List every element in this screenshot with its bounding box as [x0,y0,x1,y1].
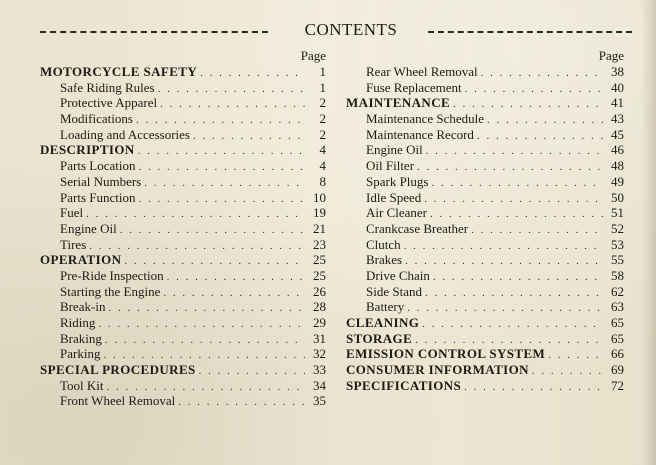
toc-subentry [346,284,624,300]
toc-subentry [346,237,624,253]
toc-section-entry [40,64,326,80]
toc-entry-title: Air Cleaner [366,205,428,221]
toc-subentry [346,111,624,127]
toc-entry-title: Loading and Accessories [60,126,190,142]
toc-entry-page: 10 [313,189,326,205]
toc-subentry [346,142,624,158]
toc-subentry [40,95,326,111]
toc-subentry [40,284,326,300]
toc-section-entry [346,362,624,378]
toc-subentry [40,80,326,96]
toc-entry-page: 38 [611,64,624,79]
header-rule-right [428,31,632,33]
toc-entry-page: 55 [611,252,624,268]
toc-entry-title: Idle Speed [366,189,422,205]
toc-subentry [40,331,326,347]
toc-subentry [40,346,326,362]
toc-entry-title: Front Wheel Removal [60,393,176,409]
leader-dots [431,176,603,192]
leader-dots [120,223,305,239]
leader-dots [108,301,305,317]
toc-entry-title: Engine Oil [60,220,117,236]
toc-entry-title: Tool Kit [60,377,104,393]
leader-dots [487,113,603,129]
toc-entry-title: DESCRIPTION [40,142,135,158]
page-column-label-right: Page [598,48,624,63]
toc-entry-page: 43 [611,111,624,127]
leader-dots [138,144,305,160]
toc-entry-title: Oil Filter [366,158,415,174]
toc-entry-title: Side Stand [366,283,422,299]
toc-entry-page: 29 [313,315,326,330]
leader-dots [98,317,305,333]
leader-dots [417,160,603,176]
toc-subentry [40,237,326,253]
toc-subentry [346,221,624,237]
toc-entry-title: Fuse Replacement [366,79,462,95]
toc-entry-title: MOTORCYCLE SAFETY [40,64,198,79]
page-spine-shadow [642,0,656,465]
toc-entry-page: 1 [319,79,326,95]
toc-entry-title: MAINTENANCE [346,95,451,111]
leader-dots [405,254,603,270]
toc-subentry [40,299,326,315]
toc-subentry [40,268,326,284]
toc-subentry [346,174,624,190]
leader-dots [481,66,603,82]
toc-entry-title: Rear Wheel Removal [366,64,478,79]
leader-dots [425,286,603,302]
leader-dots [548,348,603,364]
leader-dots [426,144,603,160]
toc-entry-title: Pre-Ride Inspection [60,267,164,283]
toc-entry-page: 45 [611,126,624,142]
toc-entry-page: 51 [611,205,624,221]
leader-dots [105,333,305,349]
toc-entry-title: Fuel [60,205,84,221]
toc-entry-title: Braking [60,330,102,346]
toc-entry-page: 66 [611,346,624,362]
page-title: CONTENTS [304,20,398,39]
toc-entry-page: 2 [319,95,326,111]
toc-entry-title: CONSUMER INFORMATION [346,362,529,378]
toc-entry-title: SPECIAL PROCEDURES [40,362,196,378]
toc-section-entry [346,378,624,394]
toc-entry-page: 21 [313,220,326,236]
toc-entry-title: Engine Oil [366,142,423,158]
header-rule-left [40,31,268,33]
leader-dots [532,364,603,380]
toc-entry-page: 25 [313,252,326,268]
leader-dots [138,160,305,176]
toc-entry-page: 58 [611,267,624,283]
toc-subentry [346,268,624,284]
leader-dots [199,364,305,380]
toc-list-right [346,64,624,393]
toc-entry-title: Protective Apparel [60,95,158,111]
toc-entry-page: 32 [313,346,326,362]
toc-entry-page: 23 [313,236,326,252]
toc-column-right [346,48,624,393]
toc-entry-page: 33 [313,362,326,378]
toc-entry-title: CLEANING [346,315,420,330]
toc-section-entry [346,95,624,111]
toc-entry-title: Safe Riding Rules [60,79,155,95]
toc-entry-page: 48 [611,158,624,174]
toc-entry-page: 69 [611,362,624,378]
toc-subentry [40,378,326,394]
toc-entry-title: Clutch [366,236,401,252]
toc-subentry [346,205,624,221]
toc-entry-page: 34 [313,377,326,393]
leader-dots [471,223,603,239]
page-column-label-left: Page [300,48,326,63]
toc-entry-page: 65 [611,330,624,346]
toc-entry-title: Parts Function [60,189,136,205]
toc-entry-page: 2 [319,111,326,127]
toc-subentry [346,80,624,96]
leader-dots [465,82,603,98]
toc-list-left [40,64,326,409]
toc-entry-page: 49 [611,173,624,189]
toc-entry-page: 28 [313,299,326,315]
toc-entry-title: Tires [60,236,87,252]
toc-section-entry [346,346,624,362]
toc-entry-page: 40 [611,79,624,95]
toc-entry-page: 2 [319,126,326,142]
toc-section-entry [40,362,326,378]
toc-subentry [40,205,326,221]
toc-subentry [40,221,326,237]
toc-entry-page: 4 [319,142,326,158]
toc-entry-title: Spark Plugs [366,173,429,189]
toc-entry-page: 35 [313,393,326,409]
toc-subentry [40,315,326,331]
toc-subentry [40,190,326,206]
leader-dots [89,239,305,255]
toc-entry-title: Modifications [60,111,133,127]
toc-entry-title: Drive Chain [366,267,430,283]
leader-dots [407,301,603,317]
leader-dots [404,239,603,255]
toc-entry-page: 72 [611,377,624,393]
toc-subentry [40,111,326,127]
toc-entry-page: 4 [319,158,326,174]
toc-entry-page: 50 [611,189,624,205]
toc-section-entry [346,315,624,331]
leader-dots [138,192,305,208]
leader-dots [178,395,305,411]
toc-subentry [346,252,624,268]
toc-entry-page: 8 [319,173,326,189]
toc-entry-title: Maintenance Record [366,126,474,142]
toc-entry-title: Parts Location [60,158,136,174]
toc-entry-title: Riding [60,315,96,330]
toc-entry-title: Crankcase Breather [366,220,469,236]
toc-section-entry [40,142,326,158]
leader-dots [477,129,603,145]
toc-subentry [346,299,624,315]
leader-dots [158,82,305,98]
leader-dots [200,66,305,82]
leader-dots [422,317,603,333]
toc-subentry [346,127,624,143]
toc-entry-page: 65 [611,315,624,330]
toc-subentry [40,174,326,190]
toc-entry-page: 63 [611,299,624,315]
toc-entry-title: SPECIFICATIONS [346,377,462,393]
toc-entry-page: 19 [313,205,326,221]
toc-entry-title: Starting the Engine [60,283,161,299]
leader-dots [193,129,305,145]
toc-entry-title: Battery [366,299,405,315]
leader-dots [167,270,305,286]
toc-entry-page: 26 [313,283,326,299]
toc-entry-page: 62 [611,283,624,299]
toc-subentry [346,158,624,174]
leader-dots [464,380,603,396]
leader-dots [86,207,305,223]
toc-entry-page: 41 [611,95,624,111]
toc-entry-title: Maintenance Schedule [366,111,485,127]
toc-entry-title: Serial Numbers [60,173,142,189]
toc-entry-title: OPERATION [40,252,122,268]
toc-entry-title: Parking [60,346,101,362]
toc-entry-page: 53 [611,236,624,252]
toc-entry-page: 46 [611,142,624,158]
contents-header [40,20,632,42]
toc-subentry [40,158,326,174]
toc-entry-page: 25 [313,267,326,283]
leader-dots [433,270,603,286]
toc-entry-title: EMISSION CONTROL SYSTEM [346,346,546,362]
leader-dots [160,97,305,113]
toc-subentry [40,393,326,409]
toc-subentry [346,190,624,206]
toc-entry-page: 1 [319,64,326,79]
toc-subentry [40,127,326,143]
leader-dots [163,286,305,302]
toc-section-entry [346,331,624,347]
toc-entry-title: STORAGE [346,330,413,346]
toc-entry-title: Brakes [366,252,403,268]
toc-entry-title: Break-in [60,299,106,315]
leader-dots [424,192,603,208]
toc-entry-page: 31 [313,330,326,346]
toc-entry-page: 52 [611,220,624,236]
leader-dots [144,176,305,192]
toc-column-left [40,48,326,409]
toc-section-entry [40,252,326,268]
toc-subentry [346,64,624,80]
